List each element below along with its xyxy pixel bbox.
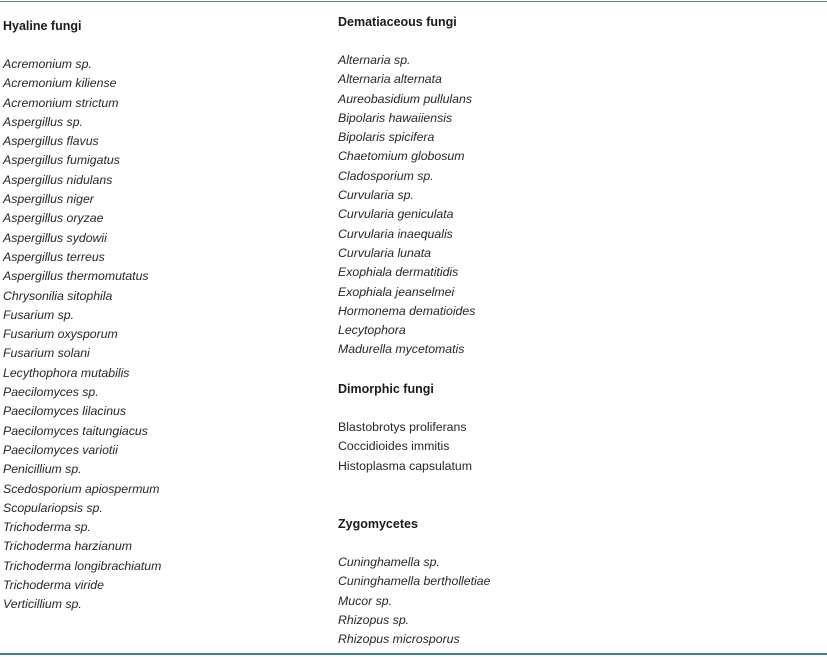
list-item: Trichoderma longibrachiatum [3,558,162,573]
list-item: Acremonium sp. [3,57,92,71]
list-item: Penicillium sp. [3,462,82,477]
list-item: Paecilomyces sp. [3,385,99,400]
list-item: Paecilomyces taitungiacus [3,423,148,438]
list-item: Trichoderma harzianum [3,539,132,554]
list-item: Aspergillus nidulans [3,172,113,187]
list-item: Lecytophora [338,323,406,338]
list-item: Scedosporium apiospermum [3,481,160,496]
list-item: Curvularia geniculata [338,207,454,222]
list-item: Scopulariopsis sp. [3,500,103,515]
list-item: Histoplasma capsulatum [338,458,472,473]
list-item: Madurella mycetomatis [338,342,465,357]
list-item: Aureobasidium pullulans [338,91,472,106]
list-item: Alternaria sp. [338,53,411,67]
list-item: Chrysonilia sitophila [3,288,113,303]
list-item: Rhizopus sp. [338,612,410,627]
list-item: Curvularia inaequalis [338,226,453,241]
list-item: Alternaria alternata [338,72,442,87]
hyaline-heading: Hyaline fungi [3,19,82,33]
dimorphic-heading: Dimorphic fungi [338,382,434,396]
list-item: Curvularia sp. [338,188,414,203]
list-item: Cladosporium sp. [338,168,434,183]
list-item: Fusarium sp. [3,307,75,322]
list-item: Fusarium solani [3,346,90,361]
list-item: Cuninghamella bertholletiae [338,574,491,589]
list-item: Lecythophora mutabilis [3,365,130,380]
list-item: Blastobrotys proliferans [338,420,467,434]
list-item: Aspergillus oryzae [3,211,104,226]
list-item: Trichoderma sp. [3,520,91,535]
table-bottom-rule [0,653,827,655]
dematiaceous-list [338,51,475,360]
list-item: Aspergillus niger [3,192,94,207]
list-item: Aspergillus thermomutatus [3,269,149,284]
list-item: Paecilomyces variotii [3,442,118,457]
list-item: Hormonema dematioides [338,303,476,318]
list-item: Mucor sp. [338,593,392,608]
list-item: Verticillium sp. [3,597,82,612]
list-item: Aspergillus terreus [3,249,105,264]
list-item: Paecilomyces lilacinus [3,404,127,419]
list-item: Fusarium oxysporum [3,327,118,342]
list-item: Exophiala jeanselmei [338,284,455,299]
list-item: Cuninghamella sp. [338,555,440,569]
list-item: Trichoderma viride [3,578,104,593]
list-item: Aspergillus sydowii [3,230,107,245]
table-top-rule [0,1,827,2]
zygomycetes-list [338,553,490,649]
list-item: Coccidioides immitis [338,439,450,454]
hyaline-list [3,55,161,615]
list-item: Aspergillus fumigatus [3,153,120,168]
list-item: Aspergillus flavus [3,134,99,149]
list-item: Acremonium kiliense [3,76,117,91]
list-item: Bipolaris hawaiiensis [338,110,453,125]
list-item: Bipolaris spicifera [338,130,435,145]
zygomycetes-heading: Zygomycetes [338,517,418,531]
list-item: Curvularia lunata [338,245,431,260]
list-item: Rhizopus microsporus [338,632,460,647]
list-item: Exophiala dermatitidis [338,265,459,280]
list-item: Acremonium strictum [3,95,119,110]
dematiaceous-heading: Dematiaceous fungi [338,15,457,29]
list-item: Aspergillus sp. [3,114,83,129]
dimorphic-list [338,418,472,476]
list-item: Chaetomium globosum [338,149,465,164]
